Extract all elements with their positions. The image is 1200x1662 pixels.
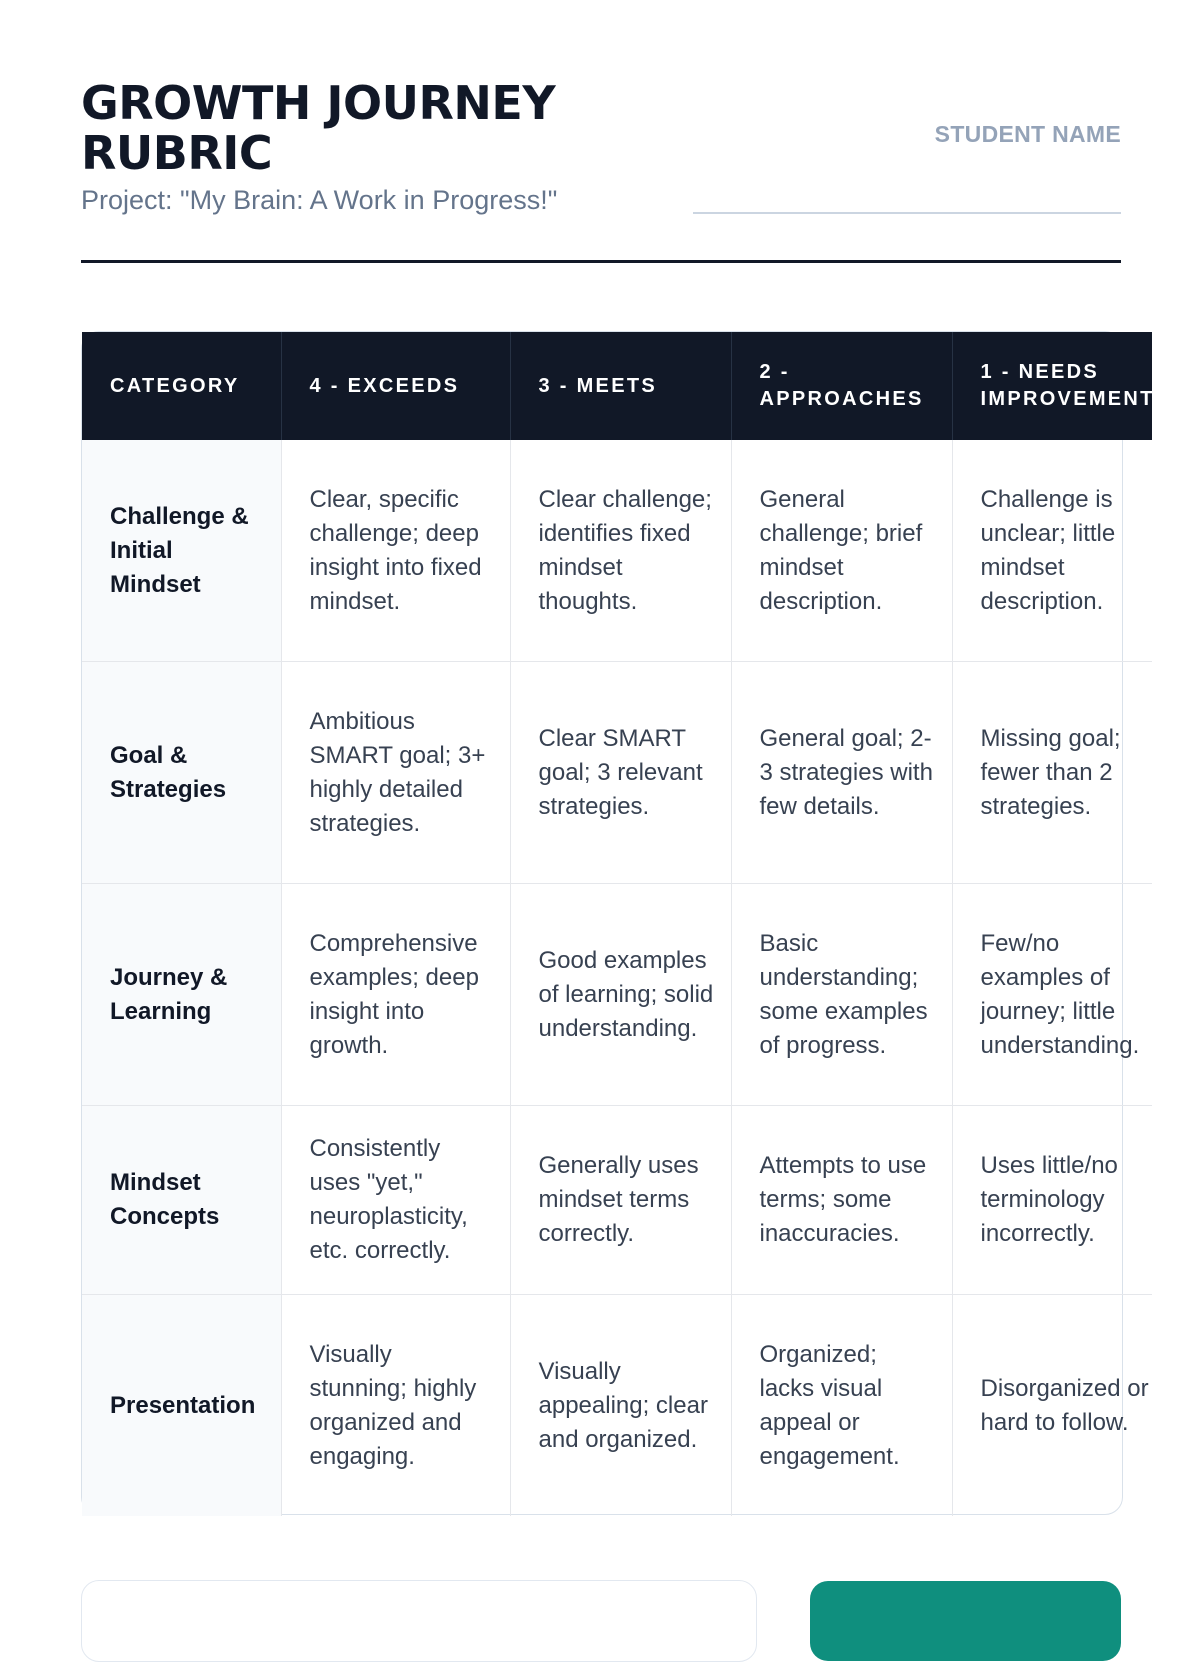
exceeds-cell: Clear, specific challenge; deep insight into fixed mindset. <box>281 440 510 662</box>
column-header-approaches: 2 - APPROACHES <box>731 332 952 440</box>
document-header <box>81 78 1121 218</box>
page-title: GROWTH JOURNEY RUBRIC <box>81 76 556 180</box>
table-row <box>82 1295 1152 1517</box>
exceeds-cell: Visually stunning; highly organized and engaging. <box>281 1295 510 1517</box>
table-row <box>82 884 1152 1106</box>
needs-improvement-cell: Few/no examples of journey; little understanding. <box>952 884 1152 1106</box>
rubric-table <box>82 332 1155 1516</box>
needs-improvement-cell: Uses little/no terminology incorrectly. <box>952 1106 1152 1295</box>
approaches-cell: Basic understanding; some examples of progress. <box>731 884 952 1106</box>
student-name-label: STUDENT NAME <box>934 121 1121 147</box>
title-divider <box>81 260 1121 263</box>
approaches-cell: General goal; 2-3 strategies with few details. <box>731 662 952 884</box>
table-row <box>82 662 1152 884</box>
column-header-meets: 3 - MEETS <box>510 332 731 440</box>
exceeds-cell: Comprehensive examples; deep insight into growth. <box>281 884 510 1106</box>
category-cell: Journey & Learning <box>82 884 281 1106</box>
category-cell: Goal & Strategies <box>82 662 281 884</box>
column-header-needs-improvement: 1 - NEEDS IMPROVEMENT <box>952 332 1152 440</box>
rubric-table-header <box>82 332 1155 440</box>
meets-cell: Good examples of learning; solid understanding. <box>510 884 731 1106</box>
needs-improvement-cell: Disorganized or hard to follow. <box>980 1374 1149 1436</box>
category-cell: Mindset Concepts <box>82 1106 281 1295</box>
needs-improvement-cell: Missing goal; fewer than 2 strategies. <box>952 662 1152 884</box>
exceeds-cell: Ambitious SMART goal; 3+ highly detailed strategies. <box>281 662 510 884</box>
category-cell: Presentation <box>82 1295 281 1517</box>
meets-cell: Visually appealing; clear and organized. <box>510 1295 731 1517</box>
project-subtitle: Project: "My Brain: A Work in Progress!" <box>81 185 558 215</box>
category-cell: Challenge & Initial Mindset <box>82 440 281 662</box>
meets-cell: Generally uses mindset terms correctly. <box>510 1106 731 1295</box>
notes-card <box>81 1580 757 1662</box>
exceeds-cell: Consistently uses "yet," neuroplasticity, etc. correctly. <box>281 1106 510 1295</box>
column-header-exceeds: 4 - EXCEEDS <box>281 332 510 440</box>
score-card <box>810 1581 1121 1661</box>
student-name-line[interactable] <box>693 148 1121 214</box>
table-row <box>82 440 1152 662</box>
table-row <box>82 1106 1152 1295</box>
approaches-cell: Organized; lacks visual appeal or engagement. <box>731 1295 952 1517</box>
meets-cell: Clear challenge; identifies fixed mindset thoughts. <box>510 440 731 662</box>
header-row <box>82 332 1152 440</box>
column-header-category: CATEGORY <box>82 332 281 440</box>
rubric-table-card <box>81 331 1155 1515</box>
approaches-cell: General challenge; brief mindset description. <box>731 440 952 662</box>
approaches-cell: Attempts to use terms; some inaccuracies. <box>731 1106 952 1295</box>
rubric-table-body <box>82 440 1152 1516</box>
needs-improvement-cell: Challenge is unclear; little mindset description. <box>952 440 1152 662</box>
meets-cell: Clear SMART goal; 3 relevant strategies. <box>510 662 731 884</box>
